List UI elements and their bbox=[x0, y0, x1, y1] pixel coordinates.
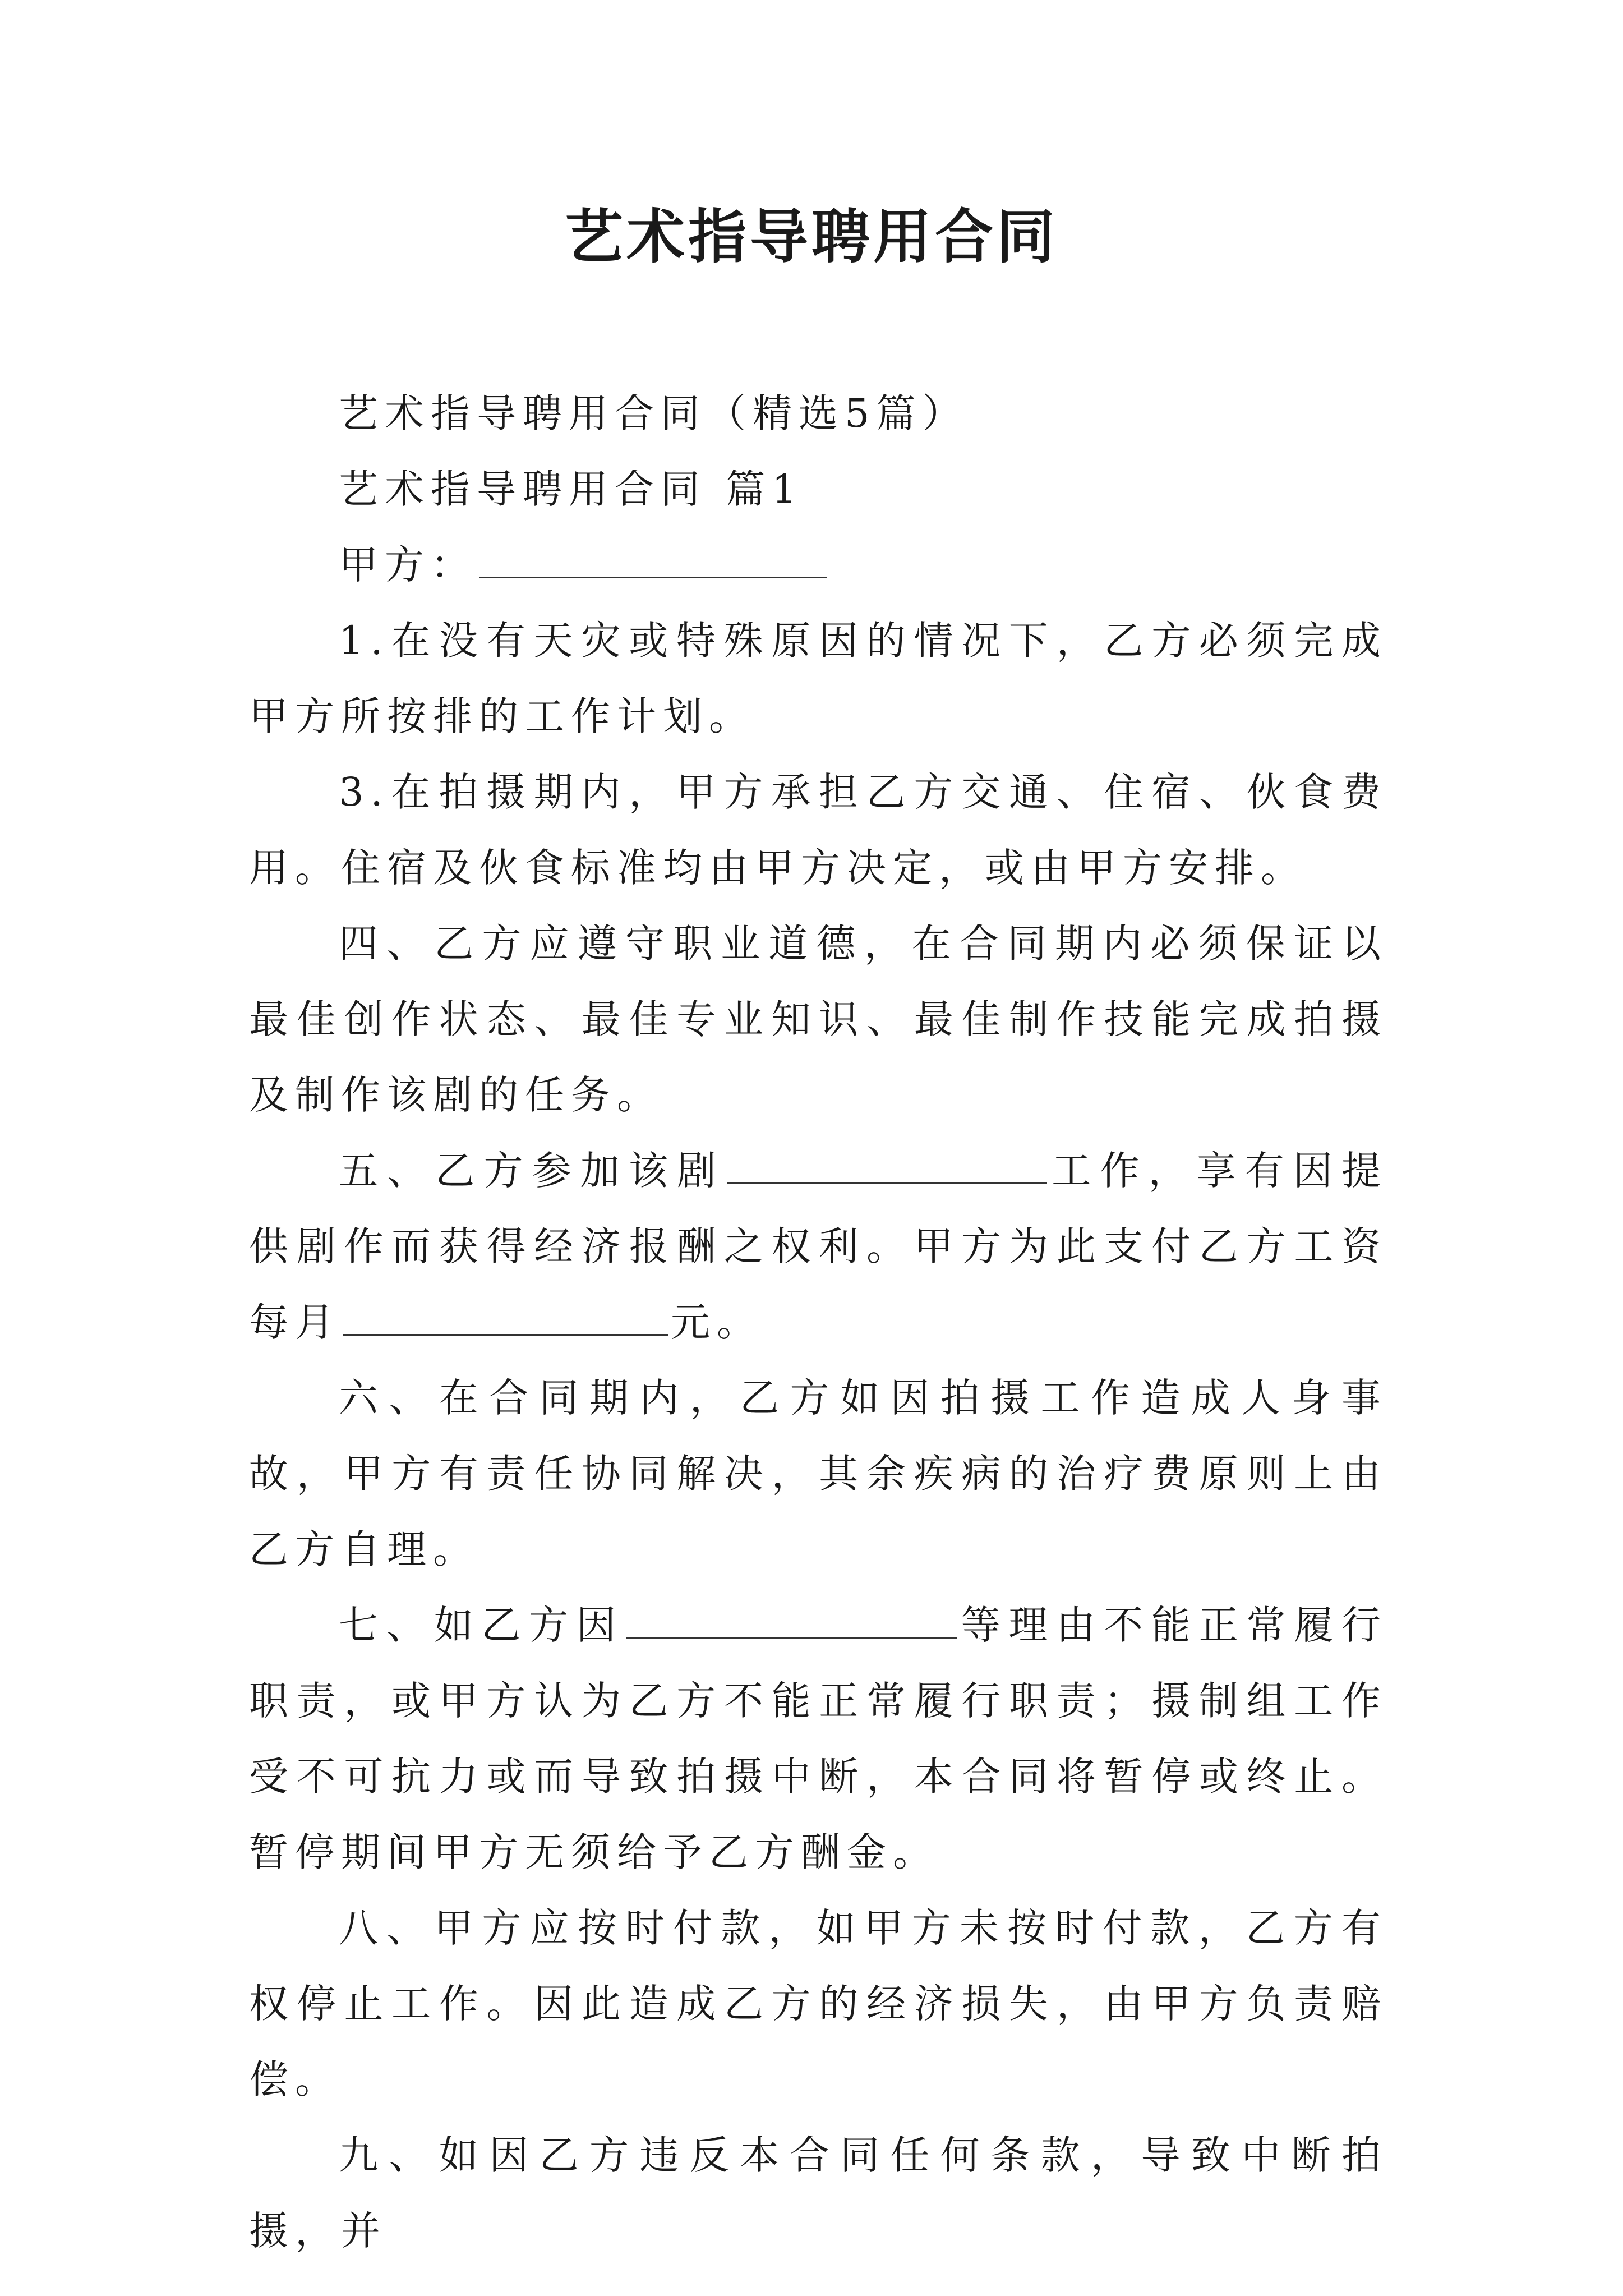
section-heading: 艺术指导聘用合同 篇1 bbox=[339, 466, 804, 512]
clause-1: 1.在没有天灾或特殊原因的情况下，乙方必须完成甲方所按排的工作计划。 bbox=[249, 618, 1387, 739]
clause-6: 六、在合同期内，乙方如因拍摄工作造成人身事故，甲方有责任协同解决，其余疾病的治疗费原则上由乙方自理。 bbox=[249, 1375, 1387, 1572]
party-a-line bbox=[249, 527, 1387, 603]
party-a-label: 甲方： bbox=[339, 542, 477, 588]
document-title: 艺术指导聘用合同 bbox=[564, 202, 1058, 271]
clause-7-blank-reason bbox=[626, 1590, 957, 1639]
clause-5 bbox=[249, 1133, 1387, 1360]
clause-5-blank-salary bbox=[343, 1287, 668, 1336]
clause-4: 四、乙方应遵守职业道德，在合同期内必须保证以最佳创作状态、最佳专业知识、最佳制作技能完成拍摄及制作该剧的任务。 bbox=[249, 921, 1387, 1118]
clause-9: 九、如因乙方违反本合同任何条款，导致中断拍摄，并 bbox=[249, 2132, 1387, 2254]
clause-3: 3.在拍摄期内，甲方承担乙方交通、住宿、伙食费用。住宿及伙食标准均由甲方决定，或由甲方安排。 bbox=[249, 769, 1387, 891]
clause-5-blank-role bbox=[727, 1135, 1047, 1184]
party-a-blank bbox=[479, 530, 827, 578]
clause-7-text-1: 七、如乙方因 bbox=[339, 1602, 624, 1648]
document-body bbox=[249, 376, 1387, 2269]
clause-8: 八、甲方应按时付款，如甲方未按时付款，乙方有权停止工作。因此造成乙方的经济损失，由甲方负责赔偿。 bbox=[249, 1905, 1387, 2102]
clause-5-text-3: 元。 bbox=[671, 1299, 763, 1345]
clause-7-text-2: 等理由不能正常履行职责，或甲方认为乙方不能正常履行职责；摄制组工作受不可抗力或而导致拍摄中断，本合同将暂停或终止。暂停期间甲方无须给予乙方酬金。 bbox=[249, 1602, 1388, 1875]
clause-5-text-2: 工作，享有因提供剧作而获得经济报酬之权利。甲方为此支付乙方工资每月 bbox=[249, 1148, 1388, 1345]
clause-5-text-1: 五、乙方参加该剧 bbox=[339, 1148, 726, 1194]
document-subtitle: 艺术指导聘用合同（精选5篇） bbox=[339, 390, 969, 436]
clause-7 bbox=[249, 1588, 1387, 1890]
